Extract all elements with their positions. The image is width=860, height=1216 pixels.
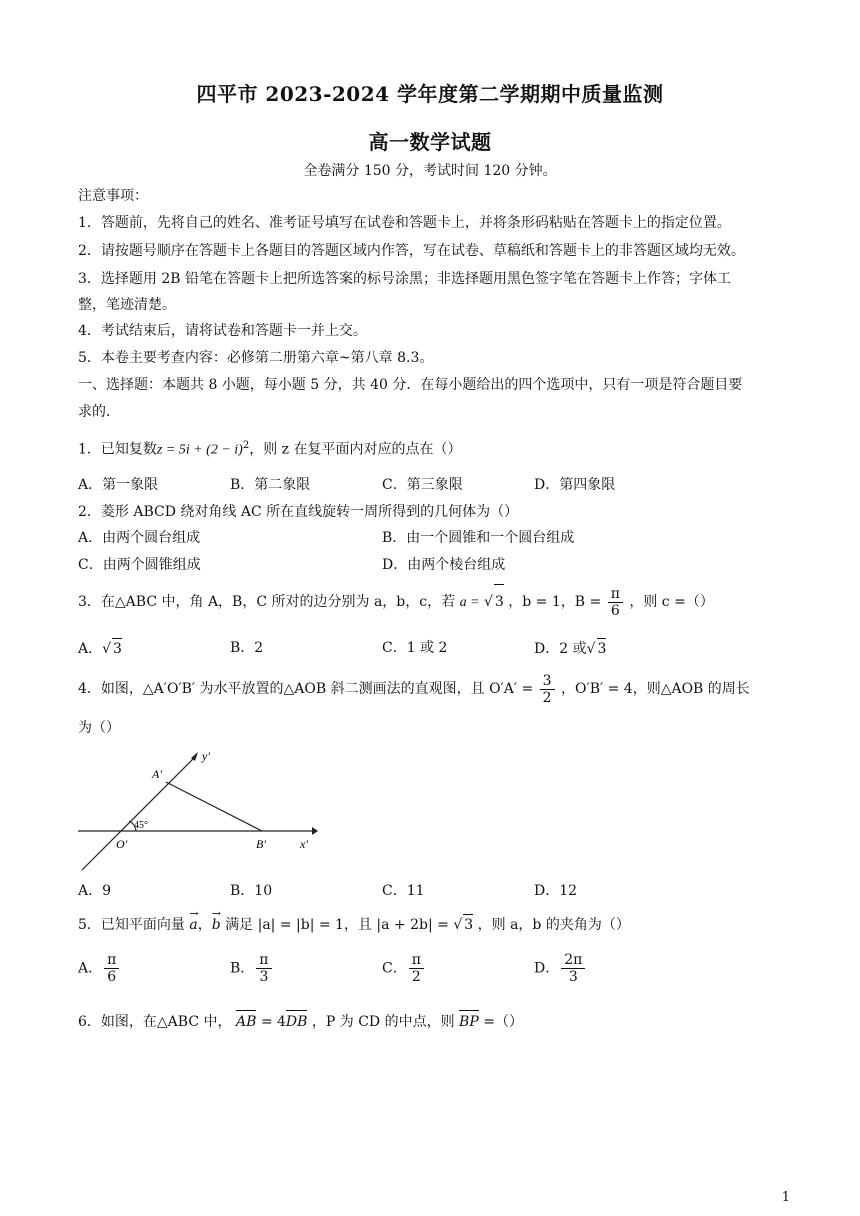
section-heading: 一、选择题：本题共 8 小题，每小题 5 分，共 40 分．在每小题给出的四个选项中，只有一项是符合题目要: [78, 377, 743, 393]
q3-option-c: C．1 或 2: [382, 640, 448, 656]
label-point-o: O′: [116, 837, 128, 851]
note-item: 2．请按题号顺序在答题卡上各题目的答题区域内作答，写在试卷、草稿纸和答题卡上的非答题区域均无效。: [78, 243, 745, 259]
oblique-projection-figure: [78, 744, 318, 878]
note-item: 1．答题前，先将自己的姓名、准考证号填写在试卷和答题卡上，并将条形码粘贴在答题卡上的指定位置。: [78, 215, 731, 231]
q3-option-d: D．2 或√ 3: [534, 638, 606, 659]
question-4-stem: 4．如图，△A′O′B′ 为水平放置的△AOB 斜二测画法的直观图，且 O′A′ = $\frac{3}{2}$ ，O′B′ = 4，则△AOB 的周长: [78, 672, 750, 706]
q5-option-b: B． $\frac{\pi}{3}$: [230, 952, 274, 985]
q4-option-a: A．9: [78, 883, 112, 899]
label-y-axis: y′: [202, 749, 210, 763]
q1-option-d: D．第四象限: [534, 477, 616, 493]
q2-option-b: B．由一个圆锥和一个圆台组成: [382, 530, 575, 546]
exam-info: 全卷满分 150 分，考试时间 120 分钟。: [303, 163, 557, 179]
question-5-stem: 5．已知平面向量 → a，→ b 满足 |a| = |b| = 1，且 |a + 2b| = √ 3 ，则 a，b 的夹角为（）: [78, 914, 784, 935]
x-axis-arrow: [312, 827, 318, 835]
notes-heading: 注意事项：: [78, 188, 148, 204]
q1-option-a: A．第一象限: [78, 477, 159, 493]
y-axis-line: [82, 756, 196, 870]
q5-option-d: D． $\frac{2\pi}{3}$: [534, 952, 587, 985]
q4-option-d: D．12: [534, 883, 578, 899]
exam-subtitle: 高一数学试题: [368, 130, 492, 154]
q2-option-c: C．由两个圆锥组成: [78, 557, 201, 573]
q4-option-b: B．10: [230, 883, 273, 899]
q5-option-a: A． $\frac{\pi}{6}$: [78, 952, 121, 985]
fraction-pi-over-6: $\frac{\pi}{6}$: [608, 586, 623, 619]
page-number: 1: [781, 1190, 790, 1205]
question-2-stem: 2．菱形 ABCD 绕对角线 AC 所在直线旋转一周所得到的几何体为（）: [78, 504, 519, 520]
label-angle: 45°: [134, 820, 148, 831]
q2-option-a: A．由两个圆台组成: [78, 530, 201, 546]
fraction-3-over-2: $\frac{3}{2}$: [540, 673, 555, 706]
note-item: 5．本卷主要考查内容：必修第二册第六章~第八章 8.3。: [78, 350, 434, 366]
segment-a-b: [166, 782, 262, 831]
question-1-stem: 1．已知复数$z = 5i + (2 - i)^2$，则 z 在复平面内对应的点在（）: [78, 440, 462, 458]
question-3-stem: 3．在△ABC 中，角 A，B，C 所对的边分别为 a，b，c，若 a = √ 3 ，b = 1，B = $\frac{\pi}{6}$ ，则 c =（）: [78, 585, 714, 619]
label-point-b: B′: [256, 837, 266, 851]
q2-option-d: D．由两个棱台组成: [382, 557, 506, 573]
label-x-axis: x′: [300, 837, 308, 851]
note-item: 4．考试结束后，请将试卷和答题卡一并上交。: [78, 323, 367, 339]
note-item: 3．选择题用 2B 铅笔在答题卡上把所选答案的标号涂黑；非选择题用黑色签字笔在答题卡上作答；字体工: [78, 271, 732, 287]
question-4-stem-cont: 为（）: [78, 720, 120, 736]
section-heading-cont: 求的．: [78, 404, 120, 420]
exam-title: 四平市 2023-2024 学年度第二学期期中质量监测: [196, 82, 664, 106]
question-6-stem: 6．如图，在△ABC 中， AB = 4DB ，P 为 CD 的中点，则 BP =（）: [78, 1010, 784, 1032]
q1-option-b: B．第二象限: [230, 477, 311, 493]
note-item: 整，笔迹清楚。: [78, 297, 176, 313]
q4-option-c: C．11: [382, 883, 425, 899]
q3-option-b: B．2: [230, 640, 264, 656]
q1-option-c: C．第三象限: [382, 477, 463, 493]
q3-option-a: A．√ 3: [78, 638, 122, 659]
q5-option-c: C． $\frac{\pi}{2}$: [382, 952, 426, 985]
label-point-a: A′: [152, 767, 162, 781]
